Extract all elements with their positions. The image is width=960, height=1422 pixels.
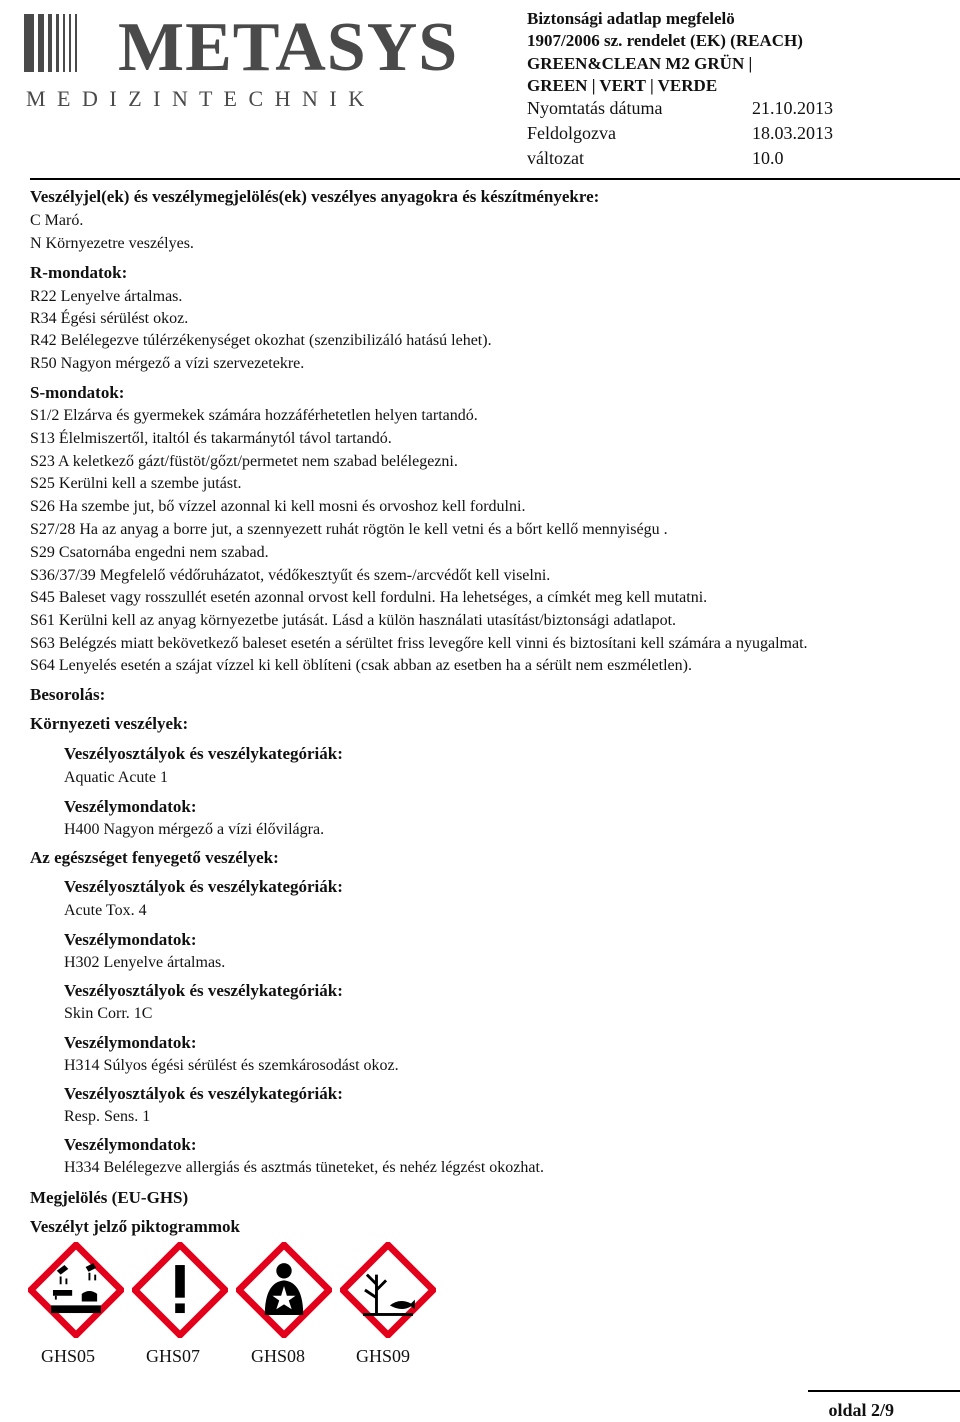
header-line-4: GREEN | VERT | VERDE: [527, 76, 718, 95]
hazard-category: Resp. Sens. 1: [64, 1108, 151, 1125]
meta-label: Nyomtatás dátuma: [527, 98, 663, 118]
logo-brand: METASYS: [118, 9, 459, 86]
hazard-category: Skin Corr. 1C: [64, 1005, 153, 1022]
r-phrase: R50 Nagyon mérgező a vízi szervezetekre.: [30, 355, 305, 372]
environment-icon: [340, 1242, 436, 1338]
s-phrase: S29 Csatornába engedni nem szabad.: [30, 544, 269, 561]
s-phrase: S23 A keletkező gázt/füstöt/gőzt/permetet nem szabad belélegezni.: [30, 453, 458, 470]
exclamation-icon: [132, 1242, 228, 1338]
r-phrases-title: R-mondatok:: [30, 263, 128, 282]
s-phrase: S64 Lenyelés esetén a szájat vízzel ki kell öblíteni (csak abban az esetben ha a sérült nem eszméletlen).: [30, 657, 692, 674]
s-phrase: S27/28 Ha az anyag a borre jut, a szennyezett ruhát rögtön le kell vetni és a bőrt kellő mennyiségu .: [30, 521, 668, 538]
class-label: Veszélyosztályok és veszélykategóriák:: [64, 744, 343, 763]
hazard-category: Acute Tox. 4: [64, 902, 147, 919]
s-phrases-title: S-mondatok:: [30, 383, 125, 402]
header-line-1: Biztonsági adatlap megfelelö: [527, 9, 735, 28]
meta-processed: [527, 122, 833, 144]
pictogram-code: GHS05: [41, 1346, 96, 1366]
hazard-statement: H400 Nagyon mérgező a vízi élővilágra.: [64, 821, 325, 838]
header-line-3: GREEN&CLEAN M2 GRÜN |: [527, 54, 753, 73]
health-hazards-title: Az egészséget fenyegető veszélyek:: [30, 848, 279, 867]
s-phrase: S1/2 Elzárva és gyermekek számára hozzáférhetetlen helyen tartandó.: [30, 407, 478, 424]
meta-value: 10.0: [752, 148, 784, 168]
s-phrase: S63 Belégzés miatt bekövetkező baleset esetén a sérültet friss levegőre kell vinni és biztosítani kell számára a nyugalmat.: [30, 635, 808, 652]
page-number: oldal 2/9: [828, 1400, 894, 1420]
pictograms-title: Veszélyt jelző piktogrammok: [30, 1217, 240, 1236]
pictogram-code: GHS07: [146, 1346, 201, 1366]
class-label: Veszélyosztályok és veszélykategóriák:: [64, 1084, 343, 1103]
s-phrase: S13 Élelmiszertől, italtól és takarmánytól távol tartandó.: [30, 430, 392, 447]
header-divider: [30, 178, 960, 180]
hazard-item: N Környezetre veszélyes.: [30, 235, 194, 252]
hazard-statement: H334 Belélegezve allergiás és asztmás tüneteket, és nehéz légzést okozhat.: [64, 1159, 544, 1176]
meta-label: Feldolgozva: [527, 123, 616, 143]
health-hazard-icon: [236, 1242, 332, 1338]
classification-title: Besorolás:: [30, 685, 106, 704]
statement-label: Veszélymondatok:: [64, 797, 197, 816]
r-phrase: R22 Lenyelve ártalmas.: [30, 288, 183, 305]
meta-label: változat: [527, 148, 584, 168]
r-phrase: R42 Belélegezve túlérzékenységet okozhat (szenzibilizáló hatású lehet).: [30, 332, 492, 349]
s-phrase: S61 Kerülni kell az anyag környezetbe jutását. Lásd a külön használati utasítást/biztonsági adatlapot.: [30, 612, 677, 629]
header-line-2: 1907/2006 sz. rendelet (EK) (REACH): [527, 31, 803, 50]
hazard-title: Veszélyjel(ek) és veszélymegjelölés(ek) veszélyes anyagokra és készítményekre:: [30, 187, 600, 206]
metasys-logo: [22, 6, 482, 114]
class-label: Veszélyosztályok és veszélykategóriák:: [64, 981, 343, 1000]
s-phrase: S25 Kerülni kell a szembe jutást.: [30, 475, 242, 492]
hazard-category: Aquatic Acute 1: [64, 769, 168, 786]
hazard-item: C Maró.: [30, 212, 84, 229]
hazard-statement: H302 Lenyelve ártalmas.: [64, 954, 226, 971]
hazard-statement: H314 Súlyos égési sérülést és szemkárosodást okoz.: [64, 1057, 399, 1074]
meta-value: 18.03.2013: [752, 123, 833, 143]
pictogram-code: GHS09: [356, 1346, 411, 1366]
pictogram-code: GHS08: [251, 1346, 306, 1366]
statement-label: Veszélymondatok:: [64, 930, 197, 949]
class-label: Veszélyosztályok és veszélykategóriák:: [64, 877, 343, 896]
meta-value: 21.10.2013: [752, 98, 833, 118]
logo-subtitle: M E D I Z I N T E C H N I K: [26, 86, 368, 111]
env-hazards-title: Környezeti veszélyek:: [30, 714, 189, 733]
s-phrase: S36/37/39 Megfelelő védőruházatot, védőkesztyűt és szem-/arcvédőt kell viselni.: [30, 567, 551, 584]
s-phrase: S26 Ha szembe jut, bő vízzel azonnal ki kell mosni és orvoshoz kell fordulni.: [30, 498, 526, 515]
labelling-title: Megjelölés (EU-GHS): [30, 1188, 189, 1207]
statement-label: Veszélymondatok:: [64, 1033, 197, 1052]
meta-print-date: [527, 97, 833, 119]
r-phrase: R34 Égési sérülést okoz.: [30, 310, 189, 327]
corrosion-icon: [28, 1242, 124, 1338]
footer-divider: [808, 1390, 960, 1392]
statement-label: Veszélymondatok:: [64, 1135, 197, 1154]
s-phrase: S45 Baleset vagy rosszullét esetén azonnal orvost kell fordulni. Ha lehetséges, a címkét meg kell mutatni.: [30, 589, 708, 606]
meta-version: [527, 147, 784, 169]
